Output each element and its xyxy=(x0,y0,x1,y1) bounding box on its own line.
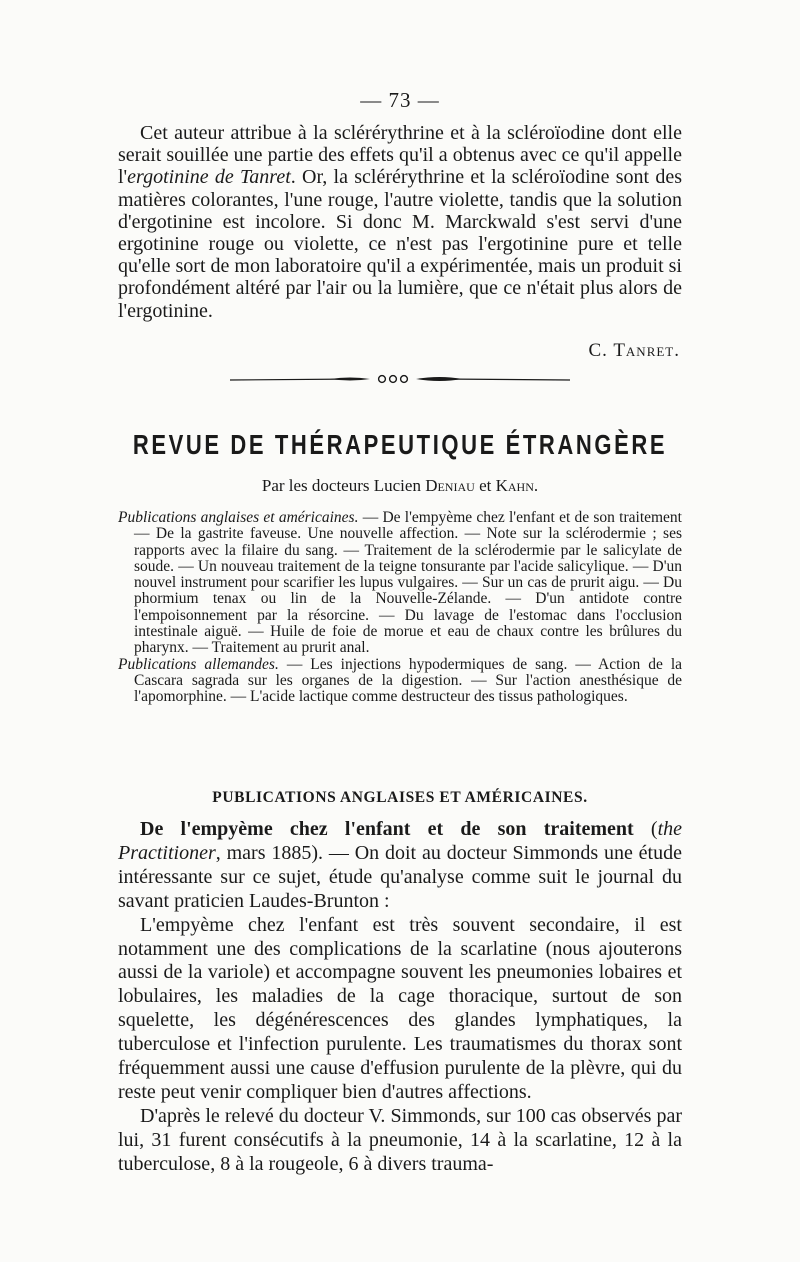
summary-anglaises-label: Publications anglaises et américaines. xyxy=(118,509,359,526)
summary-block xyxy=(118,510,682,706)
opening-text-b: . Or, la sclérérythrine et la scléroïodine sont des matières colorantes, l'une rouge, l'autre violette, tandis que la solution d'ergotinine est incolore. Si donc M. Marckwald s'est servi d'une ergotinine rouge ou violette, ce n'est pas l'ergotinine pure et telle qu'elle sort de mon laboratoire qu'il a expérimentée, mais un produit si profondément altéré par l'air ou la lumière, que ce n'était plus alors de l'ergotinine. xyxy=(118,166,682,322)
authors-prefix: Par les docteurs Lucien xyxy=(261,476,426,495)
authors-suffix: . xyxy=(533,476,539,495)
authors-connector: et xyxy=(474,476,496,495)
section-divider-ornament xyxy=(0,372,800,391)
author-deniau: Deniau xyxy=(425,476,475,495)
authors-line xyxy=(0,476,800,496)
summary-allemandes xyxy=(118,657,682,706)
article-paragraph-2: L'empyème chez l'enfant est très souvent secondaire, il est notamment une des complications de la scarlatine (nous ajouterons aussi de la variole) et accompagne souvent les pneumonies lobaires et lobulaires, les maladies de la cage thoracique, surtout de son squelette, les dégénérescences des glandes lymphatiques, la tuberculose et l'infection purulente. Les traumatismes du thorax sont fréquemment aussi une cause d'effusion purulente de la plèvre, qui du reste peut venir compliquer bien d'autres affections. xyxy=(118,913,682,1103)
summary-allemandes-text: — Les injections hypodermiques de sang. — Action de la Cascara sagrada sur les organes de la digestion. — Sur l'action anesthésique de l'apomorphine. — L'acide lactique comme destructeur des tissus pathologiques. xyxy=(134,655,683,706)
article-intro: , mars 1885). — On doit au docteur Simmonds une étude intéressante sur ce sujet, étude qu'analyse comme suit le journal du savant praticien Laudes-Brunton : xyxy=(118,841,682,912)
summary-anglaises-text: — De l'empyème chez l'enfant et de son traitement — De la gastrite faveuse. Une nouvelle affection. — Note sur la sclérodermie ; ses rapports avec la filaire du sang. — Traitement de la sclérodermie par le salicylate de soude. — Un nouveau traitement de la teigne tonsurante par l'acide salicylique. — D'un nouvel instrument pour scarifier les lupus vulgaires. — Sur un cas de prurit aigu. — Du phormium tenax ou lin de la Nouvelle-Zélande. — D'un antidote contre l'empoisonnement par la résorcine. — Du lavage de l'estomac dans l'occlusion intestinale aiguë. — Huile de foie de morue et eau de chaux contre les brûlures du pharynx. — Traitement au prurit anal. xyxy=(134,509,682,657)
page-number: — 73 — xyxy=(360,88,440,112)
article-paragraph-3: D'après le relevé du docteur V. Simmonds, sur 100 cas observés par lui, 31 furent consécutifs à la pneumonie, 14 à la scarlatine, 12 à la tuberculose, 8 à la rougeole, 6 à divers trauma- xyxy=(118,1104,682,1175)
section-title: REVUE DE THÉRAPEUTIQUE ÉTRANGÈRE xyxy=(132,428,668,460)
opening-text-a: Cet auteur attribue à la sclérérythrine et à la scléroïodine dont elle serait souillée une partie des effets qu'il a obtenus avec ce qu'il appelle l' xyxy=(118,122,682,189)
article-body xyxy=(118,818,682,1177)
article-paragraph-1 xyxy=(118,818,682,914)
opening-paragraph xyxy=(118,122,682,322)
subsection-title: PUBLICATIONS ANGLAISES ET AMÉRICAINES. xyxy=(212,789,588,806)
author-signature: C. Tanret. xyxy=(588,340,680,361)
summary-anglaises xyxy=(118,510,682,657)
journal-name: the Practitioner xyxy=(118,818,682,864)
article-paren-open: ( xyxy=(633,818,658,840)
author-kahn: Kahn xyxy=(495,476,534,495)
opening-emphasis: ergotinine de Tanret xyxy=(127,166,291,189)
article-heading: De l'empyème chez l'enfant et de son traitement xyxy=(140,818,634,840)
ornament-rule-icon xyxy=(230,372,570,386)
summary-allemandes-label: Publications allemandes. xyxy=(118,655,279,673)
